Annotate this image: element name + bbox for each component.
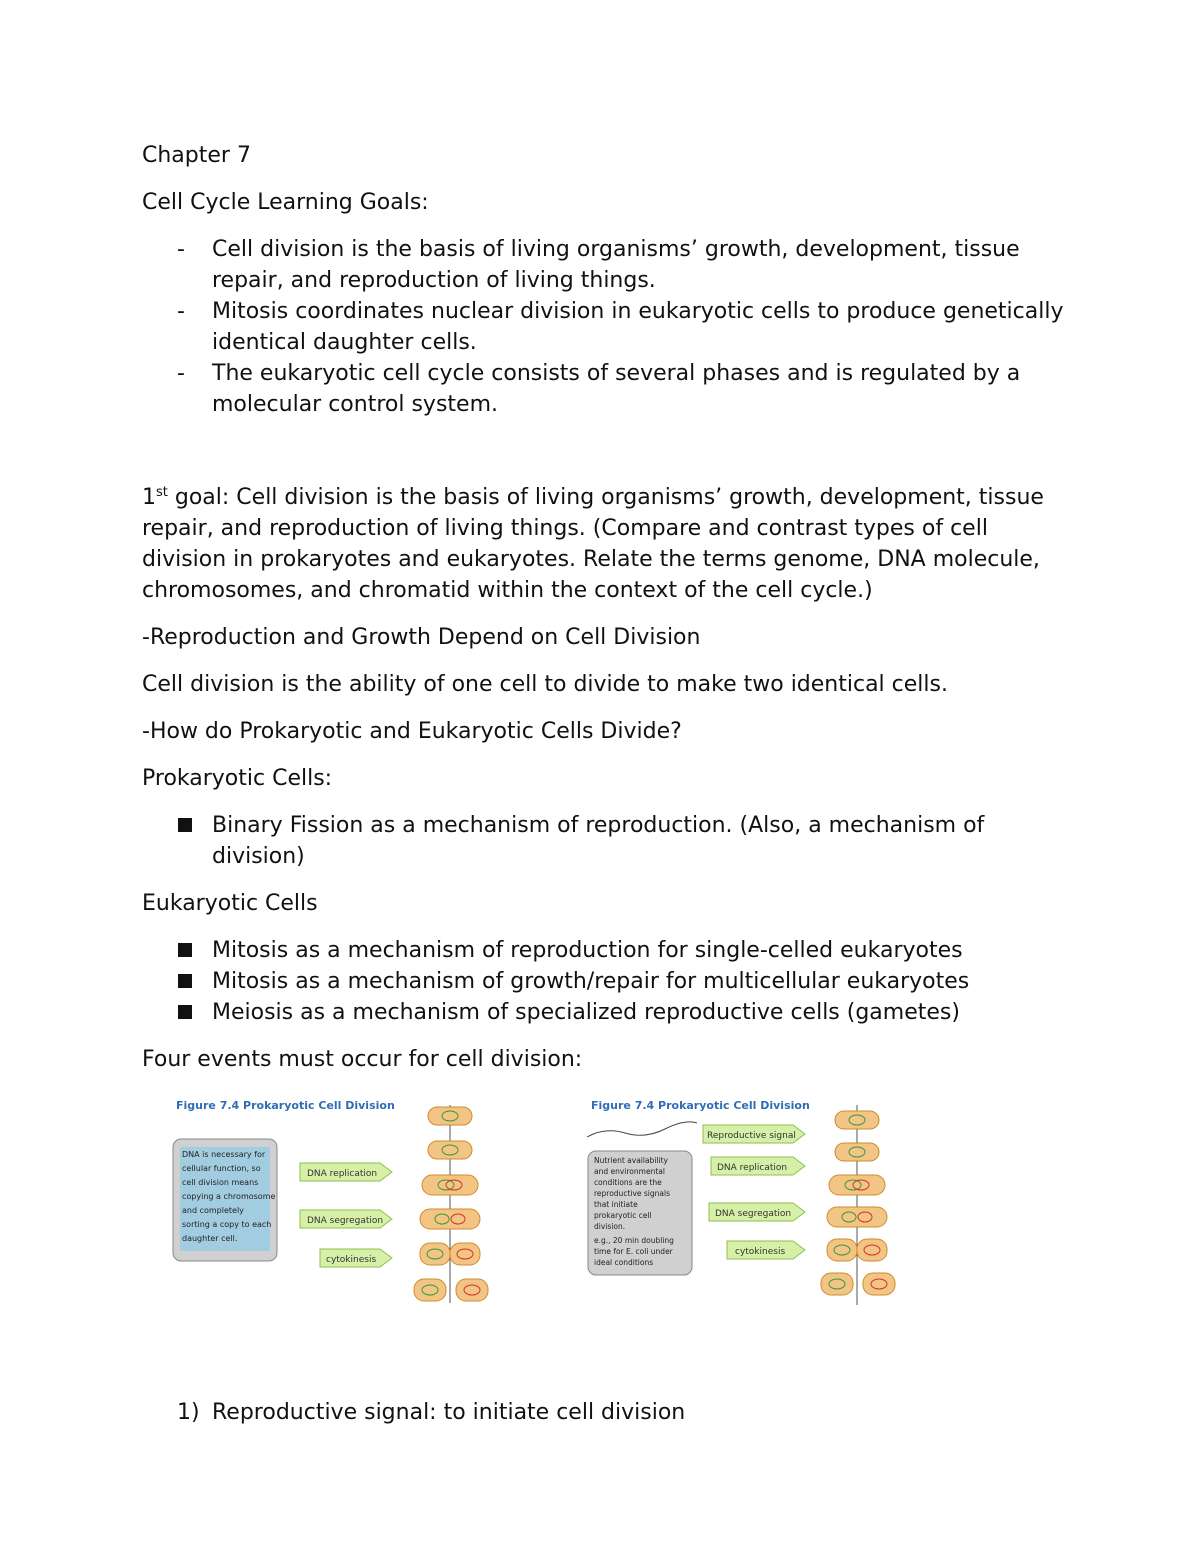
goal1-paragraph: 1st goal: Cell division is the basis of living organisms’ growth, development, tissue repair, and reproduction of living things. (Compare and contrast types of cell division in prokaryotes and eukaryotes. Relate the terms genome, DNA molecule, chromosomes, and chromatid within the context of the cell cycle.) <box>142 485 1044 603</box>
goal-item: - The eukaryotic cell cycle consists of several phases and is regulated by a molecular control system. <box>177 361 1021 417</box>
cell-division-definition: Cell division is the ability of one cell to divide to make two identical cells. <box>142 672 948 697</box>
figure-prokaryotic-division-1 <box>170 1093 510 1323</box>
chapter-title: Chapter 7 <box>142 143 251 168</box>
step-label: Reproductive signal <box>707 1131 796 1141</box>
document-content <box>142 140 1072 1428</box>
cell <box>835 1143 879 1161</box>
eukaryotic-item: Mitosis as a mechanism of reproduction for single-celled eukaryotes <box>142 935 1072 966</box>
goal-item: - Mitosis coordinates nuclear division in eukaryotic cells to produce genetically identical daughter cells. <box>177 299 1064 355</box>
section-heading-how-divide: -How do Prokaryotic and Eukaryotic Cells Divide? <box>142 719 682 744</box>
step-label: cytokinesis <box>735 1247 786 1257</box>
cell <box>827 1207 887 1227</box>
eukaryotic-list <box>142 935 1072 1028</box>
eukaryotic-item: Mitosis as a mechanism of growth/repair for multicellular eukaryotes <box>142 966 1072 997</box>
eukaryotic-item: Meiosis as a mechanism of specialized reproductive cells (gametes) <box>142 997 1072 1028</box>
step-label: cytokinesis <box>326 1255 377 1265</box>
prokaryotic-list <box>142 810 1072 872</box>
figure-title: Figure 7.4 Prokaryotic Cell Division <box>176 1099 395 1112</box>
cell <box>414 1279 446 1301</box>
eukaryotic-heading: Eukaryotic Cells <box>142 891 318 916</box>
step-label: DNA segregation <box>307 1216 384 1226</box>
section-heading-reproduction: -Reproduction and Growth Depend on Cell Division <box>142 625 701 650</box>
cell <box>422 1175 478 1195</box>
cell <box>428 1141 472 1159</box>
cell <box>857 1239 887 1261</box>
figure-prokaryotic-division-2 <box>585 1093 925 1323</box>
numbered-item: 1) Reproductive signal: to initiate cell division <box>177 1400 686 1425</box>
square-bullet-icon <box>178 943 192 957</box>
cell <box>827 1239 857 1261</box>
explanation-text: Nutrient availability and environmental conditions are the reproductive signals that initiate prokaryotic cell division. e.g., 20 min doubling time for E. coli under ideal conditions <box>594 1156 674 1267</box>
cell <box>420 1243 450 1265</box>
cell <box>450 1243 480 1265</box>
figure-title: Figure 7.4 Prokaryotic Cell Division <box>591 1099 810 1112</box>
prokaryotic-heading: Prokaryotic Cells: <box>142 766 333 791</box>
cell <box>863 1273 895 1295</box>
cell <box>829 1175 885 1195</box>
step-label: DNA replication <box>717 1163 788 1173</box>
step-label: DNA replication <box>307 1169 378 1179</box>
step-label: DNA segregation <box>715 1209 792 1219</box>
cell <box>821 1273 853 1295</box>
cell <box>420 1209 480 1229</box>
goals-heading: Cell Cycle Learning Goals: <box>142 190 429 215</box>
prokaryotic-item: Binary Fission as a mechanism of reproduction. (Also, a mechanism of division) <box>142 810 1072 872</box>
figures-row <box>0 1093 1072 1373</box>
square-bullet-icon <box>178 818 192 832</box>
goals-list <box>142 234 1072 420</box>
square-bullet-icon <box>178 974 192 988</box>
cell <box>456 1279 488 1301</box>
goal-item: - Cell division is the basis of living organisms’ growth, development, tissue repair, and reproduction of living things. <box>177 237 1020 293</box>
cell <box>428 1107 472 1125</box>
cell <box>835 1111 879 1129</box>
explanation-text: DNA is necessary for cellular function, so cell division means copying a chromosome and completely sorting a copy to each daughter cell. <box>182 1150 276 1243</box>
square-bullet-icon <box>178 1005 192 1019</box>
handwritten-note <box>587 1122 697 1137</box>
events-heading: Four events must occur for cell division: <box>142 1047 583 1072</box>
